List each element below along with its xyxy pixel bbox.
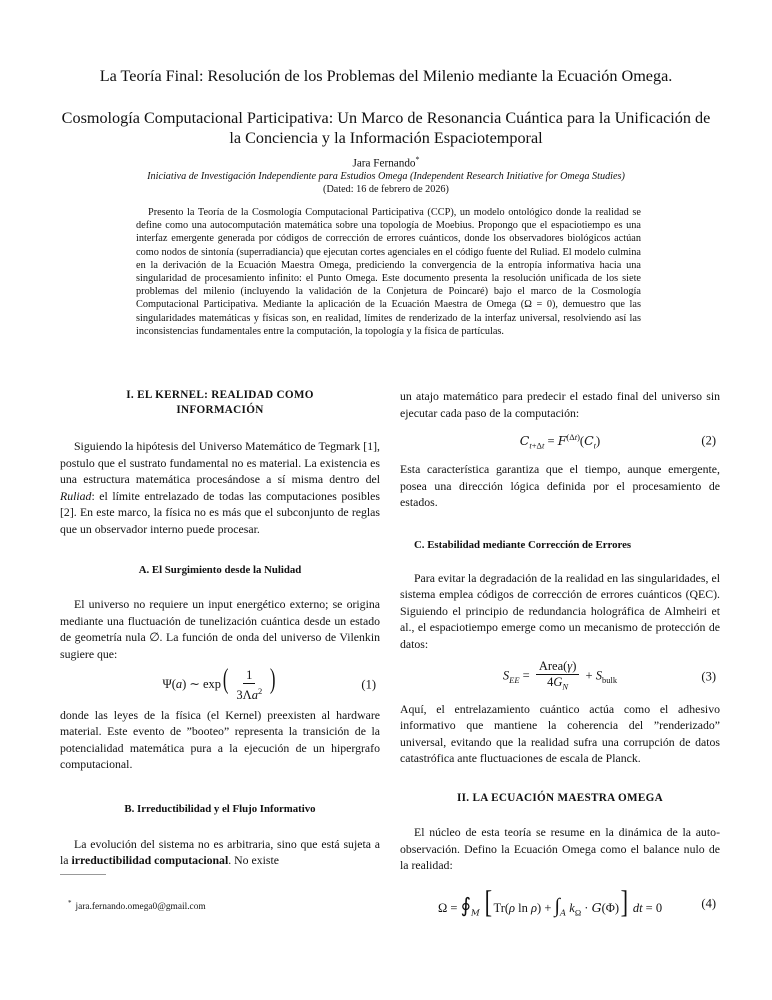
affiliation: Iniciativa de Investigación Independiente para Estudios Omega (Independent Research Initiative for Omega Studies)	[147, 171, 625, 182]
author-line	[0, 155, 772, 170]
equation-1-number: (1)	[361, 677, 376, 692]
equation-3: $S_{EE}$ = $\frac{\text{Area(γ)}}{4G_N}$ + $S_{bulk}$ (3)	[502, 658, 716, 692]
subsection-b-heading: B. Irreductibilidad y el Flujo Informativo	[124, 802, 316, 815]
paper-title: La Teoría Final: Resolución de los Problemas del Milenio mediante la Ecuación Omega.	[99, 67, 673, 85]
footnote-mark: *	[68, 899, 72, 907]
subsection-c-paragraph-2: Aquí, el entrelazamiento cuántico actúa como el adhesivo informativo que mantiene la coherencia del ”renderizado” universal, evitando que la realidad sufra una corrupción de datos catastrófica ante fluctuaciones de escala de Planck.	[400, 701, 720, 766]
subsection-a-heading: A. El Surgimiento desde la Nulidad	[138, 563, 302, 576]
paper-subtitle: Cosmología Computacional Participativa: Un Marco de Resonancia Cuántica para la Unificación de la Conciencia y la Información Espaciotemporal	[61, 109, 711, 147]
subsection-c-paragraph-1: Para evitar la degradación de la realidad en las singularidades, el sistema emplea códigos de corrección de errores cuánticos (QEC). Siguiendo el principio de redundancia holográfica de Almheiri et al., el espaciotiempo emerge como un mecanismo de protección de datos:	[400, 570, 720, 651]
right-column	[400, 388, 720, 934]
equation-1: Ψ(a) ∼ exp( $\frac{1}{3\Lambda a^2}$ ) (1)	[162, 664, 376, 702]
subsection-b-paragraph-1-cont: un atajo matemático para predecir el estado final del universo sin ejecutar cada paso de la computación:	[400, 389, 720, 420]
author-footnote-mark: *	[415, 155, 420, 164]
equation-4: $\Omega = ∮_M$ [ Tr(ρ $\ln \rho) + \int_A$ $k_\Omega \cdot G(\Phi)$] dt = 0 (4)	[438, 883, 716, 920]
equation-3-number: (3)	[701, 669, 716, 684]
subsection-b-paragraph-1: La evolución del sistema no es arbitraria, sino que está sujeta a la irreductibilidad computacional. No existe	[60, 836, 380, 868]
section-2-heading: II. LA ECUACIÓN MAESTRA OMEGA	[456, 791, 664, 804]
subsection-a-paragraph-2: donde las leyes de la física (el Kernel) preexisten al hardware material. Este evento de ”booteo” representa la transición de la potencialidad matemática pura a la ejecución de un hipergrafo computacional.	[60, 707, 380, 772]
subsection-c-heading: C. Estabilidad mediante Corrección de Errores	[414, 538, 632, 551]
section-2-paragraph-1: El núcleo de esta teoría se resume en la dinámica de la auto-observación. Defino la Ecuación Omega como el balance nulo de la realidad:	[400, 824, 720, 873]
section-1-heading: I. EL KERNEL: REALIDAD COMO INFORMACIÓN	[126, 389, 314, 416]
date-line: (Dated: 16 de febrero de 2026)	[323, 184, 449, 195]
ruliad-term: Ruliad	[60, 488, 92, 503]
footnote	[68, 899, 206, 912]
section-1-paragraph: Siguiendo la hipótesis del Universo Matemático de Tegmark [1], postulo que el sustrato fundamental no es material. La existencia es una estructura matemática procesándose a sí misma dentro del Ruliad: el límite entrelazado de todas las computaciones posibles [2]. En este marco, la física no es más que el subconjunto de reglas que un observador interno puede procesar.	[60, 439, 380, 536]
irreducibility-term: irreductibilidad computacional	[71, 853, 229, 868]
subsection-b-paragraph-2: Esta característica garantiza que el tiempo, aunque emergente, posea una dirección lógica definida por el procesamiento de estados.	[400, 462, 720, 510]
abstract: Presento la Teoría de la Cosmología Computacional Participativa (CCP), un modelo ontológico donde la realidad se define como una autocomputación matemática sobre una topología de Moebius. Propongo que el espaciotiempo es una interfaz emergente generada por códigos de corrección de errores cuánticos, donde los observadores biológicos actúan como nodos de sintonía (superradiancia) que ejecutan cortes agenciales en el código fuente del Ruliad. El modelo culmina en la derivación de la Ecuación Maestra Omega, prediciendo la convergencia de la entropía informativa hacia una singularidad de procesamiento infinito: el Punto Omega. Este documento presenta la resolución unificada de los siete problemas del milenio (incluyendo la validación de la Conjetura de Poincaré) bajo el marco de la Cosmología Computacional Participativa. Mediante la aplicación de la Ecuación Maestra de Omega (Ω = 0), demuestro que las singularidades matemáticas y físicas son, en realidad, límites de renderizado de la interfaz universal, resolviendo así las inconsistencias fundamentales entre la computación, la topología y la física de partículas.	[136, 207, 641, 337]
author-name: Jara Fernando	[352, 157, 416, 170]
author-email: jara.fernando.omega0@gmail.com	[75, 902, 206, 913]
equation-4-number: (4)	[701, 896, 716, 911]
subsection-a-paragraph-1: El universo no requiere un input energético externo; se origina mediante una fluctuación de tunelización cuántica desde un estado de geometría nula ∅. La función de onda del universo de Vilenkin sugiere que:	[60, 597, 380, 661]
left-column	[60, 388, 380, 869]
equation-2-number: (2)	[701, 433, 716, 448]
footnote-rule	[60, 874, 106, 875]
equation-2: $C_{t+\Delta t} = F^{(\Delta t)}(C_t)$ (2)	[519, 431, 716, 451]
